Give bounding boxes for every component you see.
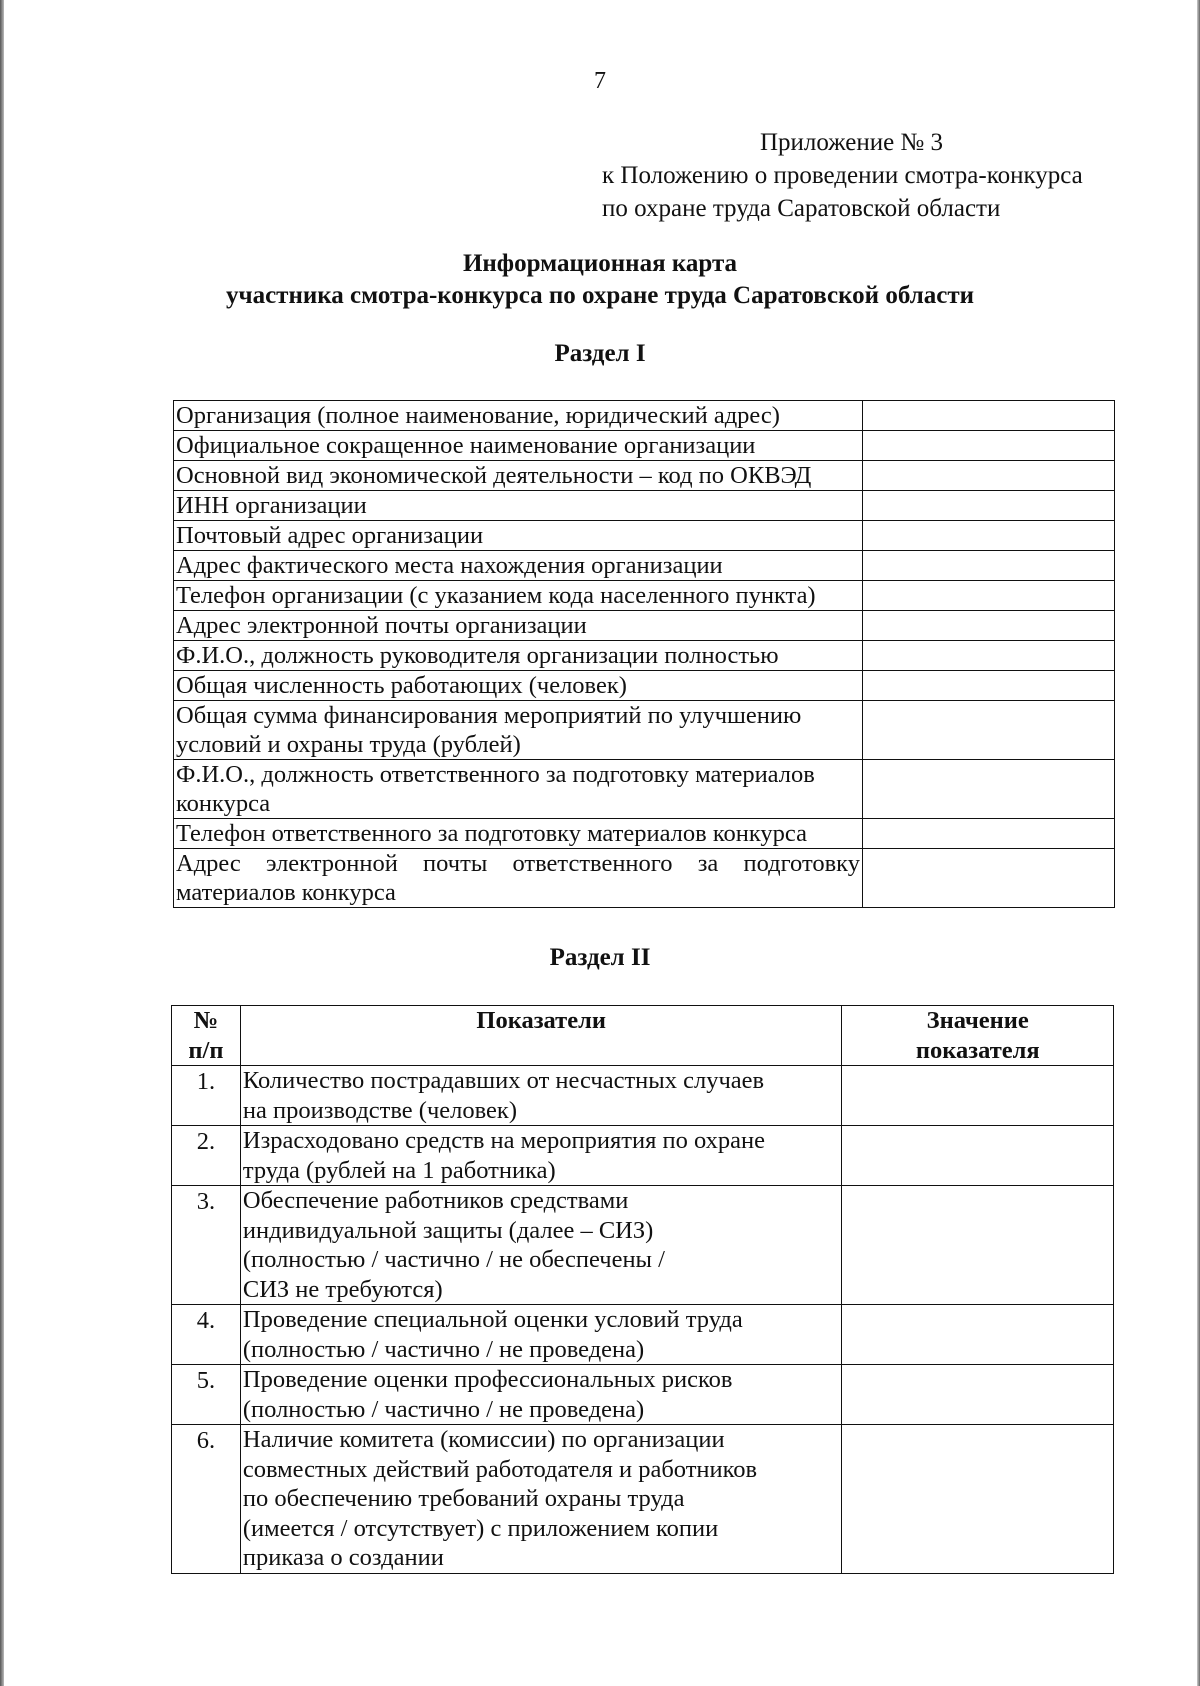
row-indicator xyxy=(240,1066,842,1126)
row-number: 2. xyxy=(172,1126,241,1186)
table-row xyxy=(172,1425,1114,1574)
indicator-line: индивидуальной защиты (далее – СИЗ) xyxy=(242,1216,654,1244)
row-value-field[interactable] xyxy=(862,491,1114,521)
table-row xyxy=(172,1186,1114,1305)
row-indicator xyxy=(240,1365,842,1425)
row-value-field[interactable] xyxy=(862,819,1114,849)
table-row xyxy=(174,701,1115,760)
row-value-field[interactable] xyxy=(842,1305,1114,1365)
row-number: 1. xyxy=(172,1066,241,1126)
row-label: ИНН организации xyxy=(174,491,863,521)
row-value-field[interactable] xyxy=(862,760,1114,819)
row-value-field[interactable] xyxy=(862,641,1114,671)
row-value-field[interactable] xyxy=(842,1126,1114,1186)
table-row xyxy=(172,1066,1114,1126)
table-header-row xyxy=(172,1006,1114,1066)
table-row xyxy=(174,671,1115,701)
indicator-line: совместных действий работодателя и работников xyxy=(242,1455,758,1483)
row-label: Адрес электронной почты ответственного за подготовку материалов конкурса xyxy=(174,849,863,908)
table-row xyxy=(174,521,1115,551)
row-number: 3. xyxy=(172,1186,241,1305)
header-number xyxy=(172,1006,241,1066)
row-value-field[interactable] xyxy=(842,1425,1114,1574)
row-value-field[interactable] xyxy=(862,701,1114,760)
header-indicators: Показатели xyxy=(240,1006,842,1066)
table-row xyxy=(174,431,1115,461)
indicator-line: Наличие комитета (комиссии) по организации xyxy=(242,1426,725,1453)
header-value-line-2: показателя xyxy=(915,1036,1040,1064)
indicator-line: труда (рублей на 1 работника) xyxy=(242,1156,556,1184)
row-label: Адрес электронной почты организации xyxy=(174,611,863,641)
appendix-line-2: к Положению о проведении смотра-конкурса xyxy=(602,162,1083,189)
indicator-line: (имеется / отсутствует) с приложением копии xyxy=(242,1514,719,1542)
row-label: Ф.И.О., должность ответственного за подготовку материалов конкурса xyxy=(174,760,863,819)
row-label: Адрес фактического места нахождения организации xyxy=(174,551,863,581)
table-row xyxy=(174,611,1115,641)
document-title-line-2: участника смотра-конкурса по охране труда Саратовской области xyxy=(225,282,975,309)
table-row xyxy=(172,1305,1114,1365)
table-row xyxy=(174,849,1115,908)
section-1-title: Раздел I xyxy=(554,340,646,367)
row-value-field[interactable] xyxy=(862,671,1114,701)
row-value-field[interactable] xyxy=(862,521,1114,551)
row-value-field[interactable] xyxy=(842,1186,1114,1305)
appendix-note xyxy=(602,126,1162,225)
row-value-field[interactable] xyxy=(862,431,1114,461)
row-indicator xyxy=(240,1425,842,1574)
row-label: Общая сумма финансирования мероприятий по улучшению условий и охраны труда (рублей) xyxy=(174,701,863,760)
appendix-line-3: по охране труда Саратовской области xyxy=(602,195,1001,222)
row-number: 4. xyxy=(172,1305,241,1365)
row-label: Почтовый адрес организации xyxy=(174,521,863,551)
header-number-line-2: п/п xyxy=(188,1036,224,1064)
indicator-line: Израсходовано средств на мероприятия по охране xyxy=(242,1127,765,1154)
row-indicator xyxy=(240,1126,842,1186)
row-value-field[interactable] xyxy=(862,461,1114,491)
row-value-field[interactable] xyxy=(842,1365,1114,1425)
row-value-field[interactable] xyxy=(842,1066,1114,1126)
row-value-field[interactable] xyxy=(862,551,1114,581)
table-row xyxy=(172,1126,1114,1186)
table-row xyxy=(174,760,1115,819)
row-indicator xyxy=(240,1186,842,1305)
header-value-line-1: Значение xyxy=(926,1007,1029,1034)
table-row xyxy=(174,491,1115,521)
row-value-field[interactable] xyxy=(862,401,1114,431)
indicator-line: на производстве (человек) xyxy=(242,1096,517,1124)
row-value-field[interactable] xyxy=(862,611,1114,641)
section-1-table xyxy=(173,400,1115,908)
table-row xyxy=(174,551,1115,581)
indicator-line: по обеспечению требований охраны труда xyxy=(242,1485,685,1512)
indicator-line: (полностью / частично / не проведена) xyxy=(242,1335,645,1363)
row-label: Организация (полное наименование, юридический адрес) xyxy=(174,401,863,431)
table-row xyxy=(172,1365,1114,1425)
row-number: 5. xyxy=(172,1365,241,1425)
table-row xyxy=(174,581,1115,611)
row-number: 6. xyxy=(172,1425,241,1574)
row-label: Ф.И.О., должность руководителя организации полностью xyxy=(174,641,863,671)
row-label: Телефон ответственного за подготовку материалов конкурса xyxy=(174,819,863,849)
row-label: Основной вид экономической деятельности – код по ОКВЭД xyxy=(174,461,863,491)
row-value-field[interactable] xyxy=(862,581,1114,611)
indicator-line: (полностью / частично / не проведена) xyxy=(242,1395,645,1423)
indicator-line: Количество пострадавших от несчастных случаев xyxy=(242,1067,765,1094)
page-number: 7 xyxy=(594,68,606,94)
appendix-line-1: Приложение № 3 xyxy=(760,129,944,156)
indicator-line: (полностью / частично / не обеспечены / xyxy=(242,1246,665,1273)
table-row xyxy=(174,819,1115,849)
row-indicator xyxy=(240,1305,842,1365)
document-title-line-1: Информационная карта xyxy=(462,250,738,277)
document-title xyxy=(0,248,1200,312)
table-row xyxy=(174,461,1115,491)
indicator-line: приказа о создании xyxy=(242,1544,444,1571)
row-value-field[interactable] xyxy=(862,849,1114,908)
indicator-line: Обеспечение работников средствами xyxy=(242,1187,629,1214)
row-label: Общая численность работающих (человек) xyxy=(174,671,863,701)
header-value xyxy=(842,1006,1114,1066)
row-label: Официальное сокращенное наименование организации xyxy=(174,431,863,461)
header-number-line-1: № xyxy=(193,1007,219,1034)
table-row xyxy=(174,401,1115,431)
section-2-title: Раздел II xyxy=(549,944,651,971)
row-label: Телефон организации (с указанием кода населенного пункта) xyxy=(174,581,863,611)
indicator-line: СИЗ не требуются) xyxy=(242,1275,443,1303)
indicator-line: Проведение оценки профессиональных рисков xyxy=(242,1366,733,1393)
table-row xyxy=(174,641,1115,671)
section-2-table xyxy=(171,1005,1114,1574)
indicator-line: Проведение специальной оценки условий труда xyxy=(242,1306,743,1333)
